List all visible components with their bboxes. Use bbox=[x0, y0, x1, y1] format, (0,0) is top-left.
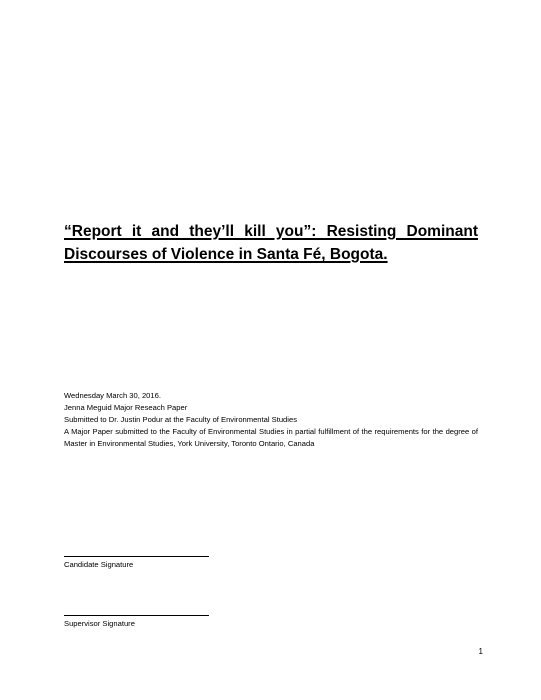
supervisor-signature-label: Supervisor Signature bbox=[64, 619, 135, 628]
candidate-signature-line bbox=[64, 556, 209, 557]
author-line: Jenna Meguid Major Reseach Paper bbox=[64, 403, 188, 412]
submitted-to-line: Submitted to Dr. Justin Podur at the Faculty of Environmental Studies bbox=[64, 415, 297, 424]
page-number: 1 bbox=[478, 647, 483, 656]
paper-description: A Major Paper submitted to the Faculty of Environmental Studies in partial fulfillment of the requirements for the degree of Master in Environmental Studies, York University, Toronto Ontario, Canada bbox=[64, 427, 478, 448]
document-title bbox=[64, 220, 478, 266]
candidate-signature-label: Candidate Signature bbox=[64, 560, 134, 569]
submission-details bbox=[64, 390, 478, 450]
title-line-1: “Report it and they’ll kill you”: Resisting Dominant bbox=[64, 223, 478, 240]
submission-date: Wednesday March 30, 2016. bbox=[64, 391, 161, 400]
supervisor-signature-line bbox=[64, 615, 209, 616]
title-line-2: Discourses of Violence in Santa Fé, Bogota. bbox=[64, 246, 388, 263]
